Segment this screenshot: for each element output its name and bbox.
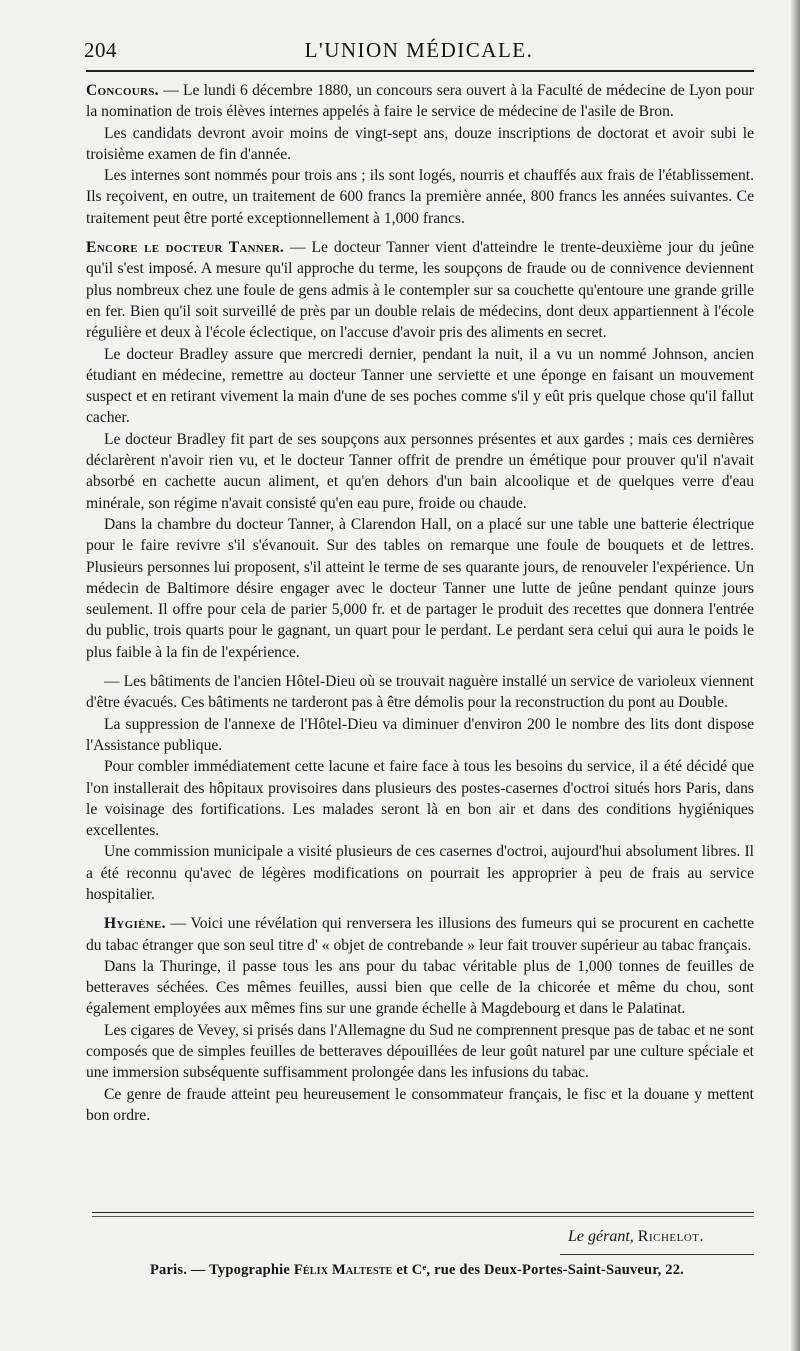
header-rule: [86, 70, 754, 72]
hygiene-paragraph-4: Ce genre de fraude atteint peu heureusement le consommateur français, le fisc et la douane y mettent bon ordre.: [86, 1085, 754, 1124]
concours-heading: Concours.: [86, 82, 159, 99]
footer-rule-thick: [92, 1212, 754, 1213]
imprint-suffix: et Cᵉ, rue des Deux-Portes-Saint-Sauveur, 22.: [396, 1262, 685, 1278]
tanner-heading: Encore le docteur Tanner.: [86, 239, 285, 257]
hotel-dieu-paragraph-4: Une commission municipale a visité plusieurs de ces casernes d'octroi, aujourd'hui absolument libres. Il a été reconnu qu'avec de légères modifications on pourrait les approprier à peu de frais au service hospitalier.: [86, 843, 754, 903]
hygiene-heading: Hygiène.: [104, 915, 166, 933]
running-header: [84, 38, 754, 64]
signature: [568, 1228, 704, 1246]
concours-paragraph-2: Les candidats devront avoir moins de vingt-sept ans, douze inscriptions de doctorat et avoir subi le troisième examen de fin d'année.: [86, 124, 754, 163]
hotel-dieu-paragraph-3: Pour combler immédiatement cette lacune et faire face à tous les besoins du service, il a été décidé que l'on installerait des hôpitaux provisoires dans plusieurs des postes-casernes d'octroi situés hors Paris, dans le voisinage des fortifications. Les malades seront là en bon air et dans des conditions hygiéniques excellentes.: [86, 758, 754, 840]
imprint-prefix: Paris. — Typographie: [150, 1262, 291, 1278]
tanner-paragraph-2: Le docteur Bradley assure que mercredi dernier, pendant la nuit, il a vu un nommé Johnson, ancien étudiant en médecine, remettre au docteur Tanner une serviette et une éponge en faisant un mouvement suspect et en retirant vivement la main d'une de ses poches comme s'il y eût pris quelque chose qu'il fallut cacher.: [86, 345, 754, 427]
hygiene-paragraph-3: Les cigares de Vevey, si prisés dans l'Allemagne du Sud ne comprennent presque pas de tabac et ne sont composés que de simples feuilles de betteraves dépouillées de leur goût naturel par une culture spéciale et une immersion subséquente suffisamment prolongée dans les infusions du tabac.: [86, 1021, 754, 1082]
signature-name: Richelot.: [637, 1228, 704, 1245]
article-body: [86, 80, 754, 1126]
hotel-dieu-paragraph-1: — Les bâtiments de l'ancien Hôtel-Dieu où se trouvait naguère installé un service de varioleux viennent d'être évacués. Ces bâtiments ne tarderont pas à être démolis pour la reconstruction du pont au Double.: [86, 673, 754, 712]
signature-rule: [560, 1254, 754, 1255]
page-edge-shadow: [790, 0, 800, 1351]
tanner-paragraph-1: Encore le docteur Tanner. — Le docteur Tanner vient d'atteindre le trente-deuxième jour du jeûne qu'il s'est imposé. A mesure qu'il approche du terme, les soupçons de fraude ou de connivence deviennent plus nombreux chez une foule de gens admis à le contempler sur sa couchette qu'entoure une grande grille en fer. Bien qu'il soit surveillé de près par un double relais de médecins, dont deux appartiennent à l'école régulière et deux à l'école éclectique, on l'accuse d'avoir pris des aliments en secret.: [86, 239, 754, 342]
concours-paragraph-1: Concours. — Le lundi 6 décembre 1880, un concours sera ouvert à la Faculté de médecine de Lyon pour la nomination de trois élèves internes appelés à faire le service de médecine de l'asile de Bron.: [86, 82, 754, 121]
hygiene-paragraph-1: Hygiène. — Voici une révélation qui renversera les illusions des fumeurs qui se procurent en cachette du tabac étranger que son seul titre d' « objet de contrebande » leur fait trouver supérieur au tabac français.: [86, 915, 754, 954]
tanner-paragraph-3: Le docteur Bradley fit part de ses soupçons aux personnes présentes et aux gardes ; mais ces dernières déclarèrent n'avoir rien vu, et le docteur Tanner offrit de prendre un émétique pour prouver qu'il n'avait absorbé en cachette aucun aliment, et qu'en dehors d'un bain alcoolique et de quelques verre d'eau minérale, son régime n'avait consisté qu'en eau pure, froide ou chaude.: [86, 430, 754, 512]
page-number: 204: [84, 38, 117, 62]
hygiene-paragraph-2: Dans la Thuringe, il passe tous les ans pour du tabac véritable plus de 1,000 tonnes de feuilles de betteraves séchées. Ces mêmes feuilles, aussi bien que celle de la chicorée et même du chou, sont également employées aux mêmes fins sur une grande échelle à Magdebourg et dans le Palatinat.: [86, 957, 754, 1018]
hotel-dieu-paragraph-2: La suppression de l'annexe de l'Hôtel-Dieu va diminuer d'environ 200 le nombre des lits dont dispose l'Assistance publique.: [86, 715, 754, 754]
imprint-printer: Félix Malteste: [293, 1262, 393, 1278]
signature-label: Le gérant,: [568, 1228, 634, 1245]
tanner-paragraph-4: Dans la chambre du docteur Tanner, à Clarendon Hall, on a placé sur une table une batterie électrique pour le faire revivre s'il s'évanouit. Sur des tables on remarque une foule de bouquets et de lettres. Plusieurs personnes lui proposent, s'il atteint le terme de ses quarante jours, de renouveler l'expérience. Un médecin de Baltimore désire engager avec le docteur Tanner une lutte de jeûne pendant quinze jours seulement. Il offre pour cela de parier 5,000 fr. et de partager le produit des recettes que donnera l'entrée du public, trois quarts pour le gagnant, un quart pour le perdant. Le perdant sera celui qui aura le poids le plus faible à la fin de l'expérience.: [86, 515, 754, 661]
printer-imprint: [150, 1262, 754, 1279]
footer-rule-thin: [92, 1216, 754, 1217]
concours-paragraph-3: Les internes sont nommés pour trois ans ; ils sont logés, nourris et chauffés aux frais de l'établissement. Ils reçoivent, en outre, un traitement de 600 francs la première année, 800 francs les années suivantes. Ce traitement peut être porté exceptionnellement à 1,000 francs.: [86, 167, 754, 227]
journal-title: L'UNION MÉDICALE.: [304, 38, 534, 62]
